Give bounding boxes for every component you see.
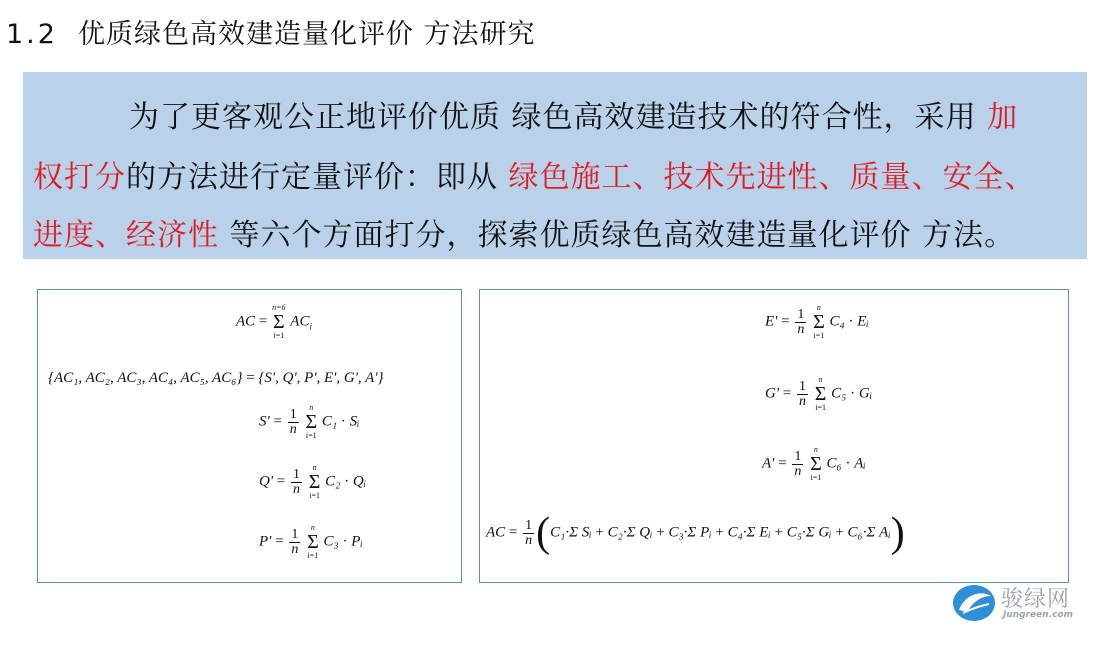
sum-bottom: i=1 [309, 491, 320, 500]
frac-num: 1 [293, 466, 301, 482]
frac-num: 1 [797, 306, 805, 322]
sum-top: n [312, 463, 317, 472]
sum-top: n [310, 523, 315, 532]
fraction [291, 468, 302, 497]
intro-line-1 [129, 92, 1018, 136]
formula-var: Pᵢ [351, 533, 363, 550]
formula-var: Qᵢ [352, 473, 367, 490]
sum-top: n=6 [272, 303, 286, 312]
formula-coef: C₅ [831, 385, 847, 402]
formula-coef: C₃ [323, 533, 339, 550]
frac-den: n [293, 481, 301, 497]
frac-num: 1 [799, 378, 807, 394]
intro-panel [23, 72, 1087, 259]
formula-a: A' = $\frac{1}{n}$ n Σ i=1 C₆ · Aᵢ [762, 445, 866, 482]
intro-highlight: 进度、经济性 [33, 218, 219, 253]
formula-box-left [37, 289, 462, 583]
sum-symbol: n Σ i=1 [307, 523, 319, 560]
watermark-domain: Jungreen.com [1003, 610, 1073, 620]
formula-ac-final: AC = $\frac{1}{n}$ (C₁·Σ Sᵢ + C₂·Σ Qᵢ + C₃·Σ Pᵢ + C₄·Σ Eᵢ + C₅·Σ Gᵢ + C₆·Σ Aᵢ) [486, 510, 905, 556]
intro-text: 的方法进行定量评价：即从 [126, 160, 509, 195]
sum-symbol: n Σ i=1 [813, 303, 825, 340]
sum-bottom: i=1 [305, 431, 317, 440]
intro-highlight: 权打分 [33, 160, 126, 195]
sum-bottom: i=1 [307, 551, 319, 560]
final-term: C₂·Σ Qᵢ [607, 524, 653, 541]
formula-lhs: Q' [259, 473, 274, 490]
final-term: C₁·Σ Sᵢ [550, 524, 592, 541]
formula-var: Gᵢ [858, 385, 873, 402]
fraction [523, 519, 534, 548]
watermark [951, 580, 1081, 630]
formula-sub: i [309, 321, 312, 332]
fraction [797, 380, 808, 409]
sum-bottom: i=1 [810, 473, 822, 482]
section-heading [6, 12, 536, 51]
watermark-name: 骏绿网 [1001, 587, 1071, 612]
sum-symbol: n=6 Σ i=1 [272, 303, 286, 340]
intro-line-3 [33, 210, 1015, 254]
sum-top: n [816, 303, 821, 312]
formula-lhs: G' [765, 385, 780, 402]
formula-lhs: AC [486, 524, 506, 541]
sum-symbol: n Σ i=1 [810, 445, 822, 482]
formula-e: E' = $\frac{1}{n}$ n Σ i=1 C₄ · Eᵢ [765, 303, 869, 340]
sum-bottom: i=1 [273, 331, 285, 340]
frac-num: 1 [291, 526, 299, 542]
formula-term: AC [290, 313, 310, 330]
formula-ac-total: AC = n=6 Σ i=1 $AC_i$ [236, 303, 312, 340]
set-rhs: {S', Q', P', E', G', A'} [258, 370, 384, 386]
formula-lhs: AC [236, 313, 256, 330]
sum-symbol: n Σ i=1 [305, 403, 318, 440]
final-term: C₄·Σ Eᵢ [727, 524, 771, 541]
fraction [288, 408, 299, 437]
formula-coef: C₆ [826, 455, 842, 472]
section-number: 1.2 [6, 19, 58, 50]
sum-top: n [813, 445, 818, 454]
frac-den: n [289, 421, 297, 437]
formula-set: {AC₁, AC₂, AC₃, AC₄, AC₅, AC₆} = {S', Q', P', E', G', A'} [48, 370, 384, 386]
sum-bottom: i=1 [813, 331, 825, 340]
frac-den: n [794, 463, 802, 479]
formula-lhs: A' [762, 455, 775, 472]
frac-den: n [797, 321, 805, 337]
sum-top: n [818, 375, 823, 384]
intro-text: 等六个方面打分，探索优质绿色高效建造量化评价 方法。 [219, 218, 1016, 253]
formula-var: Sᵢ [349, 413, 360, 430]
formula-q: Q' = $\frac{1}{n}$ n Σ i=1 C₂ · Qᵢ [259, 463, 367, 500]
fraction [289, 528, 300, 557]
formula-var: Eᵢ [857, 313, 869, 330]
formula-g: G' = $\frac{1}{n}$ n Σ i=1 C₅ · Gᵢ [765, 375, 873, 412]
formula-var: Aᵢ [854, 455, 866, 472]
frac-den: n [525, 532, 533, 548]
sum-top: n [309, 403, 314, 412]
fraction [795, 308, 806, 337]
formula-lhs: S' [259, 413, 270, 430]
final-term: C₃·Σ Pᵢ [668, 524, 712, 541]
intro-highlight: 加 [987, 100, 1019, 135]
formula-box-right [479, 289, 1069, 583]
formula-p: P' = $\frac{1}{n}$ n Σ i=1 C₃ · Pᵢ [259, 523, 363, 560]
intro-highlight: 绿色施工、技术先进性、质量、安全、 [508, 160, 1036, 195]
frac-num: 1 [289, 406, 297, 422]
frac-num: 1 [525, 517, 533, 533]
formula-lhs: E' [765, 313, 778, 330]
formula-coef: C₄ [829, 313, 845, 330]
formula-coef: C₁ [321, 413, 338, 430]
intro-line-2 [33, 152, 1036, 196]
sum-bottom: i=1 [815, 403, 826, 412]
frac-den: n [799, 393, 807, 409]
formula-s: S' = $\frac{1}{n}$ n Σ i=1 C₁ · Sᵢ [259, 403, 360, 440]
set-lhs: {AC₁, AC₂, AC₃, AC₄, AC₅, AC₆} [48, 370, 243, 386]
formula-coef: C₂ [325, 473, 341, 490]
frac-num: 1 [794, 448, 802, 464]
frac-den: n [291, 541, 299, 557]
final-term: C₆·Σ Aᵢ [847, 524, 891, 541]
final-term: C₅·Σ Gᵢ [786, 524, 832, 541]
sum-symbol: n Σ i=1 [308, 463, 321, 500]
formula-lhs: P' [259, 533, 272, 550]
leaf-logo-icon [951, 582, 997, 622]
intro-text: 为了更客观公正地评价优质 绿色高效建造技术的符合性，采用 [129, 100, 988, 135]
sum-symbol: n Σ i=1 [814, 375, 827, 412]
fraction [792, 450, 803, 479]
section-title: 优质绿色高效建造量化评价 方法研究 [77, 19, 536, 50]
